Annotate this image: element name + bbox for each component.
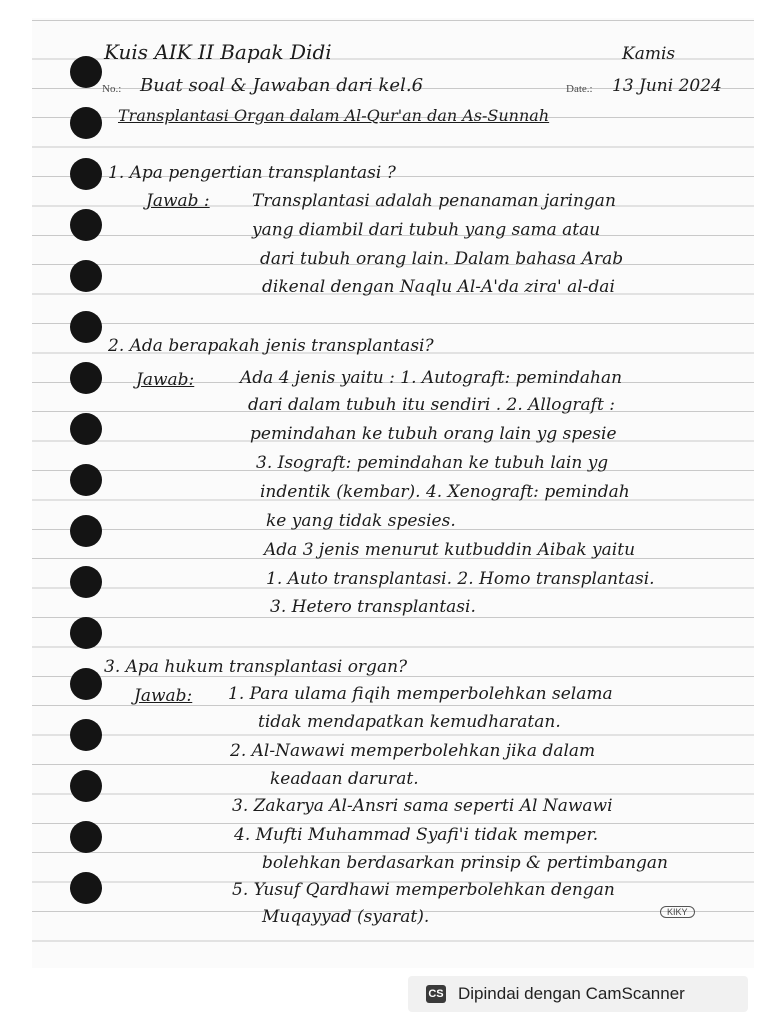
answer-3-line: 3. Zakarya Al-Ansri sama seperti Al Nawawi xyxy=(232,796,613,816)
answer-1-line: dikenal dengan Naqlu Al-A'da zira' al-dai xyxy=(262,277,615,297)
answer-2-line: Ada 4 jenis yaitu : 1. Autograft: pemindahan xyxy=(240,368,623,388)
camscanner-watermark xyxy=(408,976,748,1012)
answer-2-line: dari dalam tubuh itu sendiri . 2. Allograft : xyxy=(248,395,615,415)
answer-3-line: Muqayyad (syarat). xyxy=(262,907,430,927)
camscanner-logo-icon: CS xyxy=(426,985,446,1003)
answer-1-line: dari tubuh orang lain. Dalam bahasa Arab xyxy=(260,249,624,269)
answer-3-line: 4. Mufti Muhammad Syafi'i tidak memper. xyxy=(234,825,599,845)
answer-2-line: indentik (kembar). 4. Xenograft: pemindah xyxy=(260,482,630,502)
question-1: 1. Apa pengertian transplantasi ? xyxy=(108,163,396,183)
answer-3-label: Jawab: xyxy=(134,686,193,706)
question-3: 3. Apa hukum transplantasi organ? xyxy=(104,657,408,677)
answer-2-line: 3. Hetero transplantasi. xyxy=(270,597,476,617)
answer-1-label: Jawab : xyxy=(146,191,210,211)
notebook-brand-stamp: KIKY xyxy=(660,906,695,918)
answer-2-line: ke yang tidak spesies. xyxy=(266,511,456,531)
no-label: No.: xyxy=(102,83,122,95)
answer-3-line: 1. Para ulama fiqih memperbolehkan selama xyxy=(228,684,613,704)
answer-3-line: tidak mendapatkan kemudharatan. xyxy=(258,712,561,732)
answer-1-line: yang diambil dari tubuh yang sama atau xyxy=(252,220,601,240)
answer-2-line: 3. Isograft: pemindahan ke tubuh lain yg xyxy=(256,453,609,473)
topic-heading: Transplantasi Organ dalam Al-Qur'an dan As-Sunnah xyxy=(118,106,550,125)
answer-1-line: Transplantasi adalah penanaman jaringan xyxy=(252,191,616,211)
answer-2-line: pemindahan ke tubuh orang lain yg spesie xyxy=(250,424,617,444)
answer-3-line: bolehkan berdasarkan prinsip & pertimbangan xyxy=(262,853,668,873)
page-title: Kuis AIK II Bapak Didi xyxy=(104,40,332,64)
no-value: Buat soal & Jawaban dari kel.6 xyxy=(140,75,424,96)
date-value: 13 Juni 2024 xyxy=(612,76,722,96)
answer-2-line: Ada 3 jenis menurut kutbuddin Aibak yaitu xyxy=(264,540,636,560)
date-label: Date.: xyxy=(566,83,593,95)
camscanner-label: Dipindai dengan CamScanner xyxy=(458,984,685,1003)
day-label: Kamis xyxy=(622,44,676,64)
question-2: 2. Ada berapakah jenis transplantasi? xyxy=(108,336,434,356)
answer-2-line: 1. Auto transplantasi. 2. Homo transplantasi. xyxy=(266,569,655,589)
answer-3-line: 2. Al-Nawawi memperbolehkan jika dalam xyxy=(230,741,596,761)
answer-2-label: Jawab: xyxy=(136,370,195,390)
answer-3-line: keadaan darurat. xyxy=(270,769,419,789)
answer-3-line: 5. Yusuf Qardhawi memperbolehkan dengan xyxy=(232,880,615,900)
